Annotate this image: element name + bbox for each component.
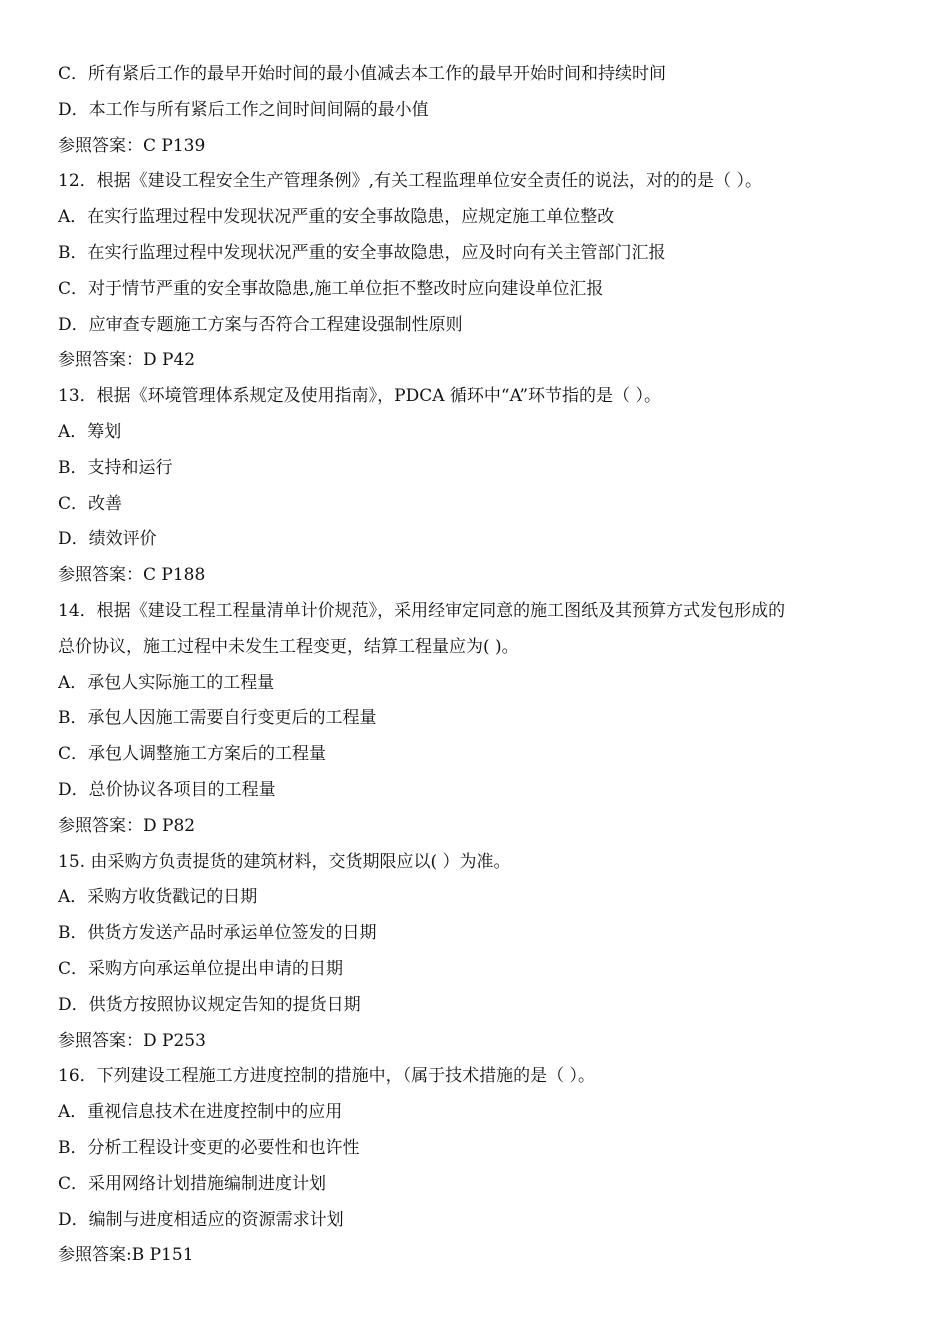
- option-c-q12: C．对于情节严重的安全事故隐患,施工单位拒不整改时应向建设单位汇报: [58, 278, 604, 299]
- option-d-q13: D．绩效评价: [58, 529, 157, 550]
- answer-q11: 参照答案：C P139: [58, 135, 206, 156]
- option-a-q12: A．在实行监理过程中发现状况严重的安全事故隐患，应规定施工单位整改: [58, 207, 615, 228]
- document-page: [58, 57, 898, 1274]
- option-c-q15: C．采购方向承运单位提出申请的日期: [58, 958, 344, 979]
- option-c-q13: C．改善: [58, 493, 123, 514]
- question-16: 16．下列建设工程施工方进度控制的措施中，（属于技术措施的是（ ）。: [58, 1066, 596, 1087]
- question-14-cont: 总价协议，施工过程中未发生工程变更，结算工程量应为( )。: [58, 636, 519, 657]
- option-a-q13: A．筹划: [58, 421, 122, 442]
- answer-q14: 参照答案：D P82: [58, 815, 196, 836]
- answer-q12: 参照答案：D P42: [58, 350, 196, 371]
- option-b-q13: B．支持和运行: [58, 457, 173, 478]
- option-d-q14: D．总价协议各项目的工程量: [58, 779, 276, 800]
- option-b-q14: B．承包人因施工需要自行变更后的工程量: [58, 708, 377, 729]
- option-d-q12: D．应审查专题施工方案与否符合工程建设强制性原则: [58, 314, 463, 335]
- option-b-q15: B．供货方发送产品时承运单位签发的日期: [58, 923, 377, 944]
- option-b-q12: B．在实行监理过程中发现状况严重的安全事故隐患，应及时向有关主管部门汇报: [58, 242, 666, 263]
- option-a-q14: A．承包人实际施工的工程量: [58, 672, 275, 693]
- option-d-q15: D．供货方按照协议规定告知的提货日期: [58, 994, 361, 1015]
- option-c-q11: C．所有紧后工作的最早开始时间的最小值减去本工作的最早开始时间和持续时间: [58, 64, 667, 84]
- option-d-q16: D．编制与进度相适应的资源需求计划: [58, 1209, 344, 1230]
- option-a-q16: A．重视信息技术在进度控制中的应用: [58, 1102, 343, 1123]
- answer-q13: 参照答案：C P188: [58, 565, 206, 586]
- question-15: 15. 由采购方负责提货的建筑材料，交货期限应以( ）为准。: [58, 851, 511, 872]
- question-13: 13．根据《环境管理体系规定及使用指南》，PDCA 循环中“A”环节指的是（ ）。: [58, 386, 661, 407]
- option-c-q14: C．承包人调整施工方案后的工程量: [58, 744, 327, 765]
- option-d-q11: D．本工作与所有紧后工作之间时间间隔的最小值: [58, 99, 429, 120]
- option-c-q16: C．采用网络计划措施编制进度计划: [58, 1173, 327, 1194]
- question-12: 12．根据《建设工程安全生产管理条例》,有关工程监理单位安全责任的说法，对的的是（ ）。: [58, 171, 762, 192]
- question-14: 14．根据《建设工程工程量清单计价规范》，采用经审定同意的施工图纸及其预算方式发包形成的: [58, 600, 786, 621]
- option-a-q15: A．采购方收货戳记的日期: [58, 887, 258, 908]
- answer-q15: 参照答案：D P253: [58, 1030, 206, 1051]
- option-b-q16: B．分析工程设计变更的必要性和也许性: [58, 1137, 360, 1158]
- answer-q16: 参照答案:B P151: [58, 1245, 194, 1266]
